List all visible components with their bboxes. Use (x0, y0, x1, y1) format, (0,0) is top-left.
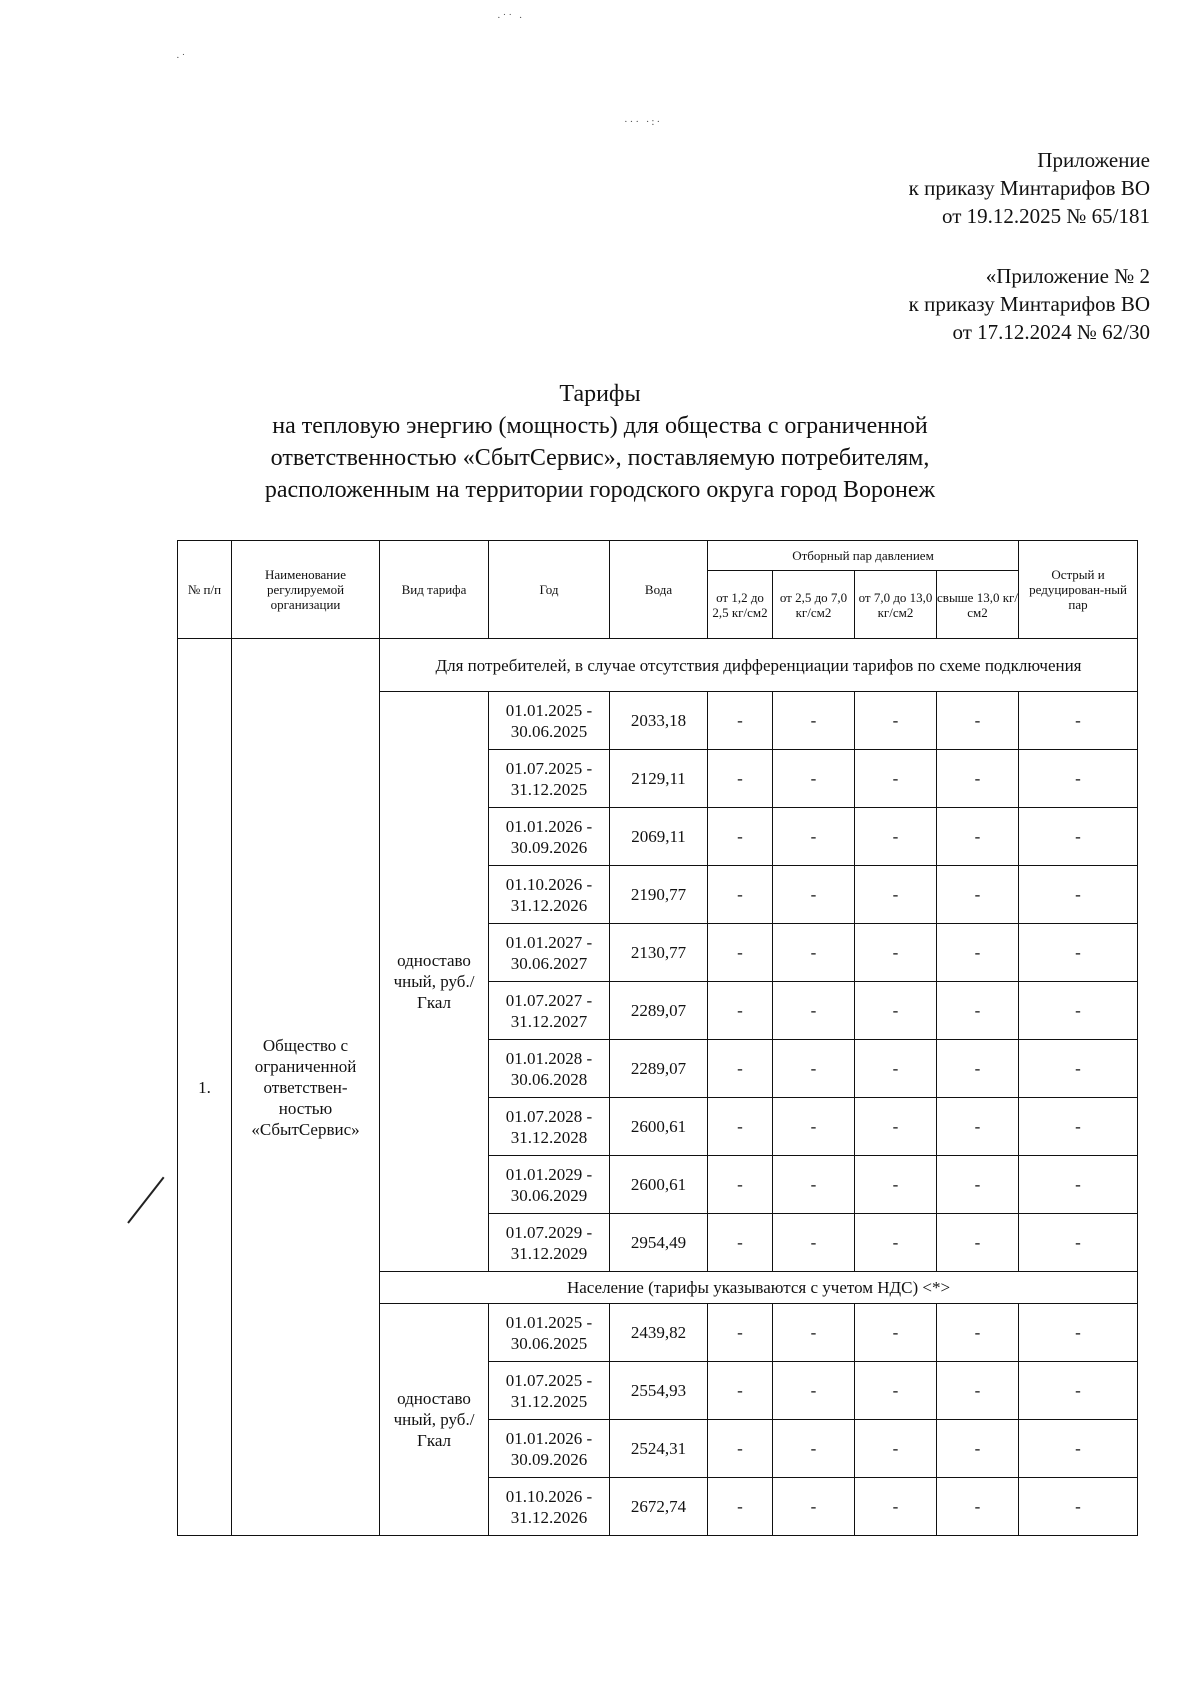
empty-tariff-cell: - (855, 1214, 937, 1272)
period-cell: 01.07.2028 - 31.12.2028 (489, 1098, 610, 1156)
water-tariff-cell: 2190,77 (610, 866, 708, 924)
empty-tariff-cell: - (773, 750, 855, 808)
empty-tariff-cell: - (773, 1420, 855, 1478)
header-steam-1-2: от 1,2 до 2,5 кг/см2 (708, 571, 773, 639)
empty-tariff-cell: - (708, 808, 773, 866)
empty-tariff-cell: - (708, 982, 773, 1040)
appendix-line: к приказу Минтарифов ВО (908, 176, 1150, 200)
empty-tariff-cell: - (1019, 982, 1138, 1040)
appendix-line: к приказу Минтарифов ВО (908, 292, 1150, 316)
period-cell: 01.01.2026 - 30.09.2026 (489, 1420, 610, 1478)
period-cell: 01.07.2029 - 31.12.2029 (489, 1214, 610, 1272)
empty-tariff-cell: - (773, 1098, 855, 1156)
empty-tariff-cell: - (937, 1478, 1019, 1536)
row-number: 1. (178, 639, 232, 1536)
empty-tariff-cell: - (708, 866, 773, 924)
empty-tariff-cell: - (708, 1304, 773, 1362)
period-cell: 01.07.2025 - 31.12.2025 (489, 750, 610, 808)
empty-tariff-cell: - (773, 1478, 855, 1536)
appendix-line: «Приложение № 2 (985, 264, 1150, 288)
water-tariff-cell: 2289,07 (610, 1040, 708, 1098)
tariff-kind: одноставо чный, руб./Гкал (380, 1304, 489, 1536)
header-steam-2-7: от 2,5 до 7,0 кг/см2 (773, 571, 855, 639)
empty-tariff-cell: - (708, 692, 773, 750)
empty-tariff-cell: - (937, 1304, 1019, 1362)
empty-tariff-cell: - (937, 1362, 1019, 1420)
period-cell: 01.01.2027 - 30.06.2027 (489, 924, 610, 982)
empty-tariff-cell: - (937, 692, 1019, 750)
empty-tariff-cell: - (773, 982, 855, 1040)
empty-tariff-cell: - (855, 924, 937, 982)
water-tariff-cell: 2524,31 (610, 1420, 708, 1478)
empty-tariff-cell: - (855, 692, 937, 750)
water-tariff-cell: 2600,61 (610, 1156, 708, 1214)
empty-tariff-cell: - (1019, 1362, 1138, 1420)
empty-tariff-cell: - (1019, 866, 1138, 924)
header-water: Вода (610, 541, 708, 639)
empty-tariff-cell: - (708, 1214, 773, 1272)
empty-tariff-cell: - (855, 1478, 937, 1536)
period-cell: 01.01.2028 - 30.06.2028 (489, 1040, 610, 1098)
scan-stroke (127, 1177, 164, 1224)
water-tariff-cell: 2129,11 (610, 750, 708, 808)
quoted-appendix-reference (909, 262, 1150, 346)
empty-tariff-cell: - (937, 1040, 1019, 1098)
empty-tariff-cell: - (937, 1214, 1019, 1272)
tariff-kind: одноставо чный, руб./Гкал (380, 692, 489, 1272)
water-tariff-cell: 2600,61 (610, 1098, 708, 1156)
water-tariff-cell: 2439,82 (610, 1304, 708, 1362)
header-year: Год (489, 541, 610, 639)
empty-tariff-cell: - (1019, 808, 1138, 866)
period-cell: 01.01.2029 - 30.06.2029 (489, 1156, 610, 1214)
empty-tariff-cell: - (937, 1156, 1019, 1214)
empty-tariff-cell: - (1019, 1304, 1138, 1362)
empty-tariff-cell: - (773, 924, 855, 982)
empty-tariff-cell: - (937, 924, 1019, 982)
empty-tariff-cell: - (708, 1156, 773, 1214)
header-tariff-kind: Вид тарифа (380, 541, 489, 639)
empty-tariff-cell: - (855, 1156, 937, 1214)
scan-speck: ··· ·:· (624, 116, 663, 128)
header-organization: Наименование регулируемой организации (232, 541, 380, 639)
empty-tariff-cell: - (855, 982, 937, 1040)
appendix-line: от 19.12.2025 № 65/181 (941, 204, 1150, 228)
empty-tariff-cell: - (773, 866, 855, 924)
empty-tariff-cell: - (1019, 1214, 1138, 1272)
appendix-reference (909, 146, 1150, 230)
empty-tariff-cell: - (1019, 1478, 1138, 1536)
header-number: № п/п (178, 541, 232, 639)
appendix-line: от 17.12.2024 № 62/30 (952, 320, 1150, 344)
water-tariff-cell: 2954,49 (610, 1214, 708, 1272)
appendix-line: Приложение (1037, 148, 1150, 172)
empty-tariff-cell: - (773, 1362, 855, 1420)
title-line: ответственностью «СбытСервис», поставляемую потребителям, (270, 445, 930, 471)
empty-tariff-cell: - (1019, 1420, 1138, 1478)
tariff-table (177, 540, 1138, 1536)
empty-tariff-cell: - (708, 1478, 773, 1536)
empty-tariff-cell: - (708, 1420, 773, 1478)
title-line: Тарифы (559, 381, 641, 407)
empty-tariff-cell: - (937, 982, 1019, 1040)
empty-tariff-cell: - (937, 1098, 1019, 1156)
empty-tariff-cell: - (1019, 924, 1138, 982)
scan-speck: ·˙ (176, 52, 188, 64)
period-cell: 01.07.2025 - 31.12.2025 (489, 1362, 610, 1420)
empty-tariff-cell: - (773, 808, 855, 866)
empty-tariff-cell: - (1019, 692, 1138, 750)
empty-tariff-cell: - (773, 1040, 855, 1098)
header-steam-over-13: свыше 13,0 кг/см2 (937, 571, 1019, 639)
water-tariff-cell: 2069,11 (610, 808, 708, 866)
period-cell: 01.01.2025 - 30.06.2025 (489, 692, 610, 750)
empty-tariff-cell: - (855, 1362, 937, 1420)
empty-tariff-cell: - (937, 808, 1019, 866)
header-steam-7-13: от 7,0 до 13,0 кг/см2 (855, 571, 937, 639)
empty-tariff-cell: - (855, 1040, 937, 1098)
empty-tariff-cell: - (855, 866, 937, 924)
period-cell: 01.07.2027 - 31.12.2027 (489, 982, 610, 1040)
water-tariff-cell: 2130,77 (610, 924, 708, 982)
empty-tariff-cell: - (937, 866, 1019, 924)
empty-tariff-cell: - (773, 1156, 855, 1214)
empty-tariff-cell: - (773, 1214, 855, 1272)
empty-tariff-cell: - (1019, 1156, 1138, 1214)
empty-tariff-cell: - (708, 1098, 773, 1156)
empty-tariff-cell: - (708, 1362, 773, 1420)
empty-tariff-cell: - (855, 1098, 937, 1156)
section-consumers-label: Для потребителей, в случае отсутствия дифференциации тарифов по схеме подключения (380, 639, 1138, 692)
section-population-label: Население (тарифы указываются с учетом НДС) <*> (380, 1272, 1138, 1304)
period-cell: 01.01.2025 - 30.06.2025 (489, 1304, 610, 1362)
empty-tariff-cell: - (855, 1420, 937, 1478)
period-cell: 01.10.2026 - 31.12.2026 (489, 1478, 610, 1536)
period-cell: 01.01.2026 - 30.09.2026 (489, 808, 610, 866)
document-title (160, 378, 1040, 506)
empty-tariff-cell: - (855, 1304, 937, 1362)
empty-tariff-cell: - (937, 1420, 1019, 1478)
empty-tariff-cell: - (1019, 1040, 1138, 1098)
empty-tariff-cell: - (708, 924, 773, 982)
empty-tariff-cell: - (855, 808, 937, 866)
period-cell: 01.10.2026 - 31.12.2026 (489, 866, 610, 924)
empty-tariff-cell: - (1019, 750, 1138, 808)
empty-tariff-cell: - (773, 692, 855, 750)
scan-speck: ·˙˙ · (497, 12, 525, 24)
empty-tariff-cell: - (855, 750, 937, 808)
empty-tariff-cell: - (773, 1304, 855, 1362)
header-steam-group: Отборный пар давлением (708, 541, 1019, 571)
water-tariff-cell: 2033,18 (610, 692, 708, 750)
empty-tariff-cell: - (708, 1040, 773, 1098)
title-line: на тепловую энергию (мощность) для общества с ограниченной (272, 413, 928, 439)
empty-tariff-cell: - (937, 750, 1019, 808)
water-tariff-cell: 2672,74 (610, 1478, 708, 1536)
title-line: расположенным на территории городского округа город Воронеж (264, 477, 936, 503)
water-tariff-cell: 2289,07 (610, 982, 708, 1040)
water-tariff-cell: 2554,93 (610, 1362, 708, 1420)
organization-name: Общество с ограниченной ответствен-ностью «СбытСервис» (232, 639, 380, 1536)
empty-tariff-cell: - (708, 750, 773, 808)
header-sharp-steam: Острый и редуцирован-ный пар (1019, 541, 1138, 639)
empty-tariff-cell: - (1019, 1098, 1138, 1156)
